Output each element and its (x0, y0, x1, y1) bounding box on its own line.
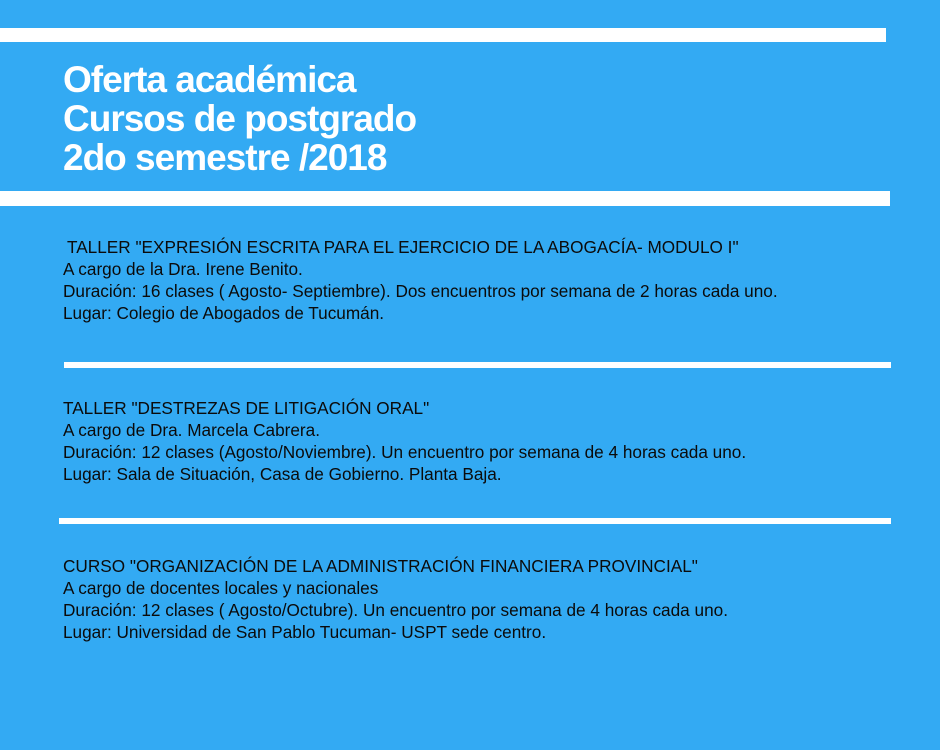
title-line-1: Oferta académica (63, 59, 356, 100)
section-divider (64, 362, 891, 368)
title-line-3: 2do semestre /2018 (63, 137, 387, 178)
course-location: Lugar: Universidad de San Pablo Tucuman- USPT sede centro. (63, 622, 547, 642)
course-instructor: A cargo de docentes locales y nacionales (63, 578, 379, 598)
course-heading: CURSO "ORGANIZACIÓN DE LA ADMINISTRACIÓN FINANCIERA PROVINCIAL" (63, 556, 698, 576)
course-duration: Duración: 12 clases (Agosto/Noviembre). Un encuentro por semana de 4 horas cada uno. (63, 442, 747, 462)
course-block (63, 555, 728, 643)
course-duration: Duración: 12 clases ( Agosto/Octubre). Un encuentro por semana de 4 horas cada uno. (63, 600, 728, 620)
course-instructor: A cargo de Dra. Marcela Cabrera. (63, 420, 320, 440)
title-divider (0, 191, 890, 206)
course-instructor: A cargo de la Dra. Irene Benito. (63, 259, 303, 279)
course-block (63, 397, 746, 485)
course-duration: Duración: 16 clases ( Agosto- Septiembre). Dos encuentros por semana de 2 horas cada uno. (63, 281, 778, 301)
course-heading: TALLER "EXPRESIÓN ESCRITA PARA EL EJERCICIO DE LA ABOGACÍA- MODULO I" (67, 237, 739, 257)
course-block (63, 236, 778, 324)
page-title (63, 60, 416, 177)
title-line-2: Cursos de postgrado (63, 98, 417, 139)
course-heading: TALLER "DESTREZAS DE LITIGACIÓN ORAL" (63, 398, 430, 418)
course-location: Lugar: Sala de Situación, Casa de Gobierno. Planta Baja. (63, 464, 502, 484)
course-location: Lugar: Colegio de Abogados de Tucumán. (63, 303, 385, 323)
section-divider (59, 518, 891, 524)
top-divider (0, 28, 886, 42)
